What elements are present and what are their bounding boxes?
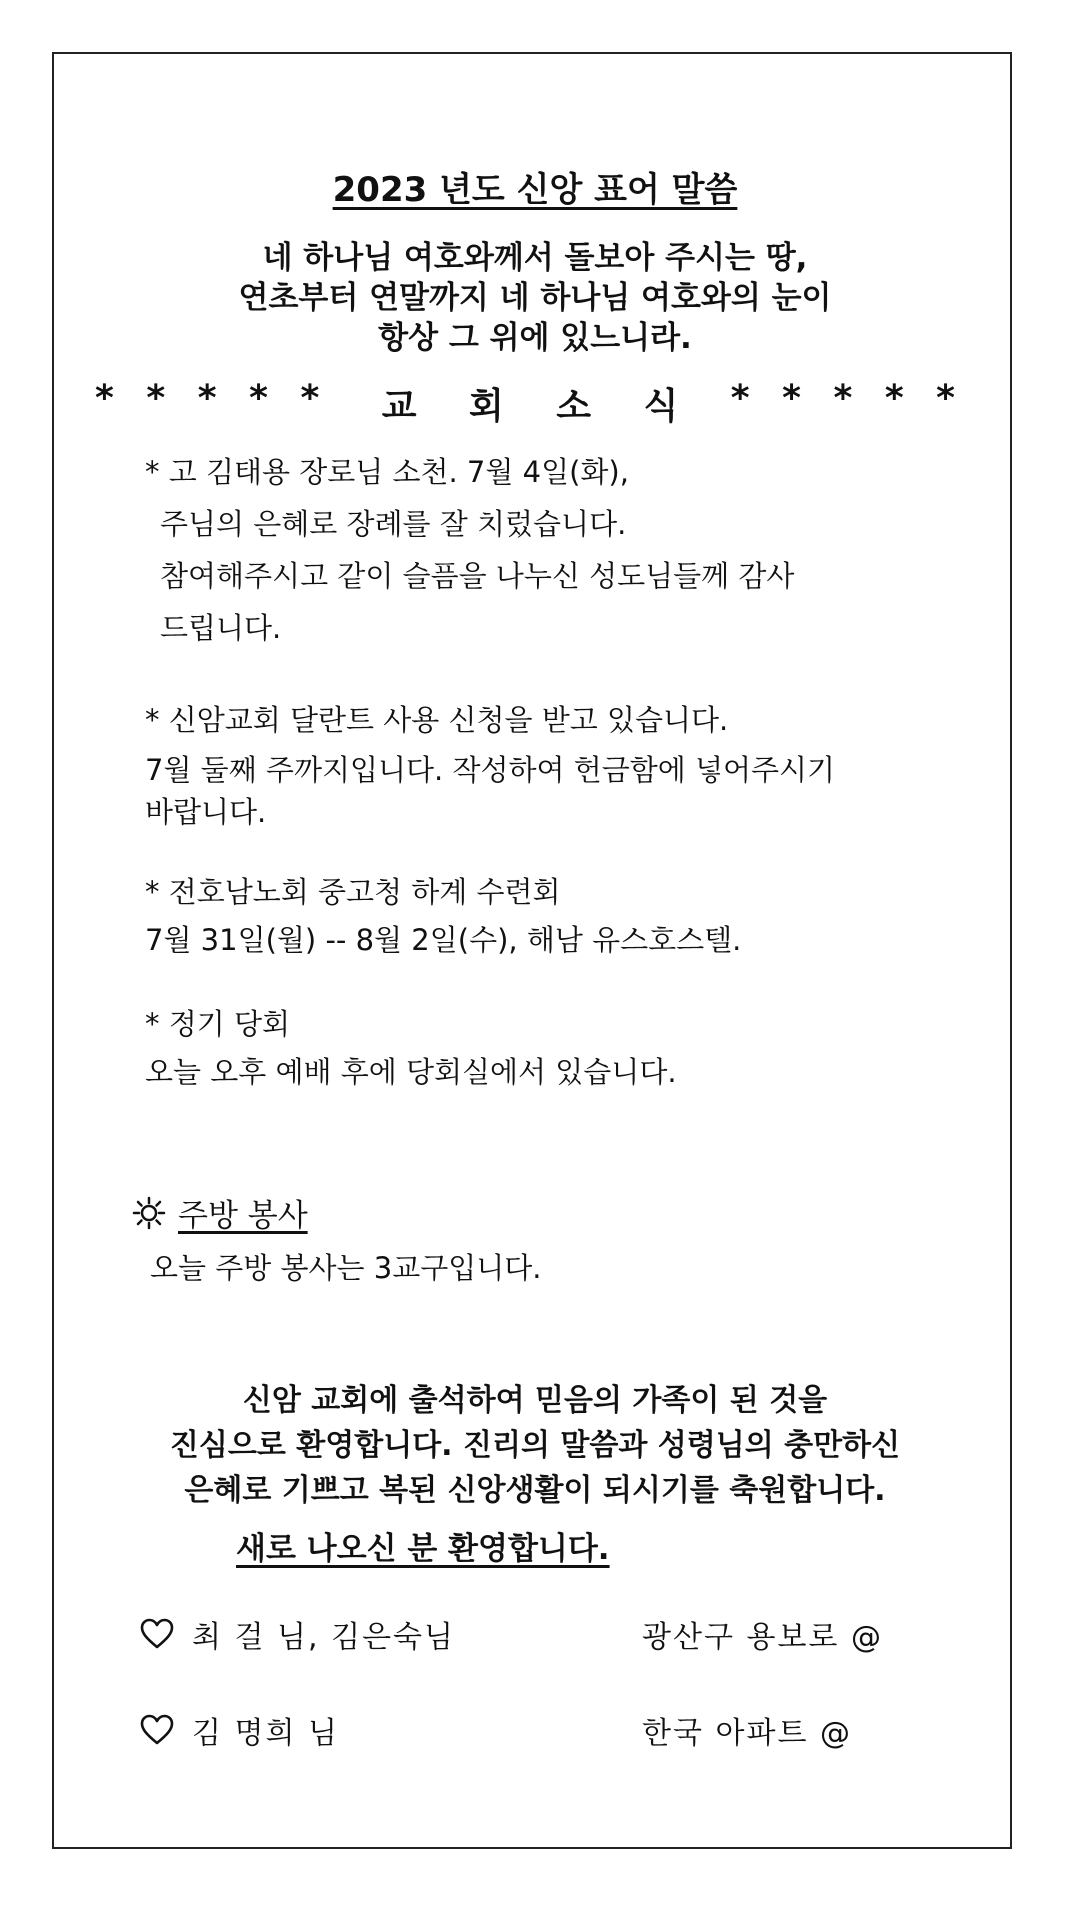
sun-icon [132,1196,166,1230]
newcomer-title: 새로 나오신 분 환영합니다. [236,1531,610,1567]
announcement-4-line-1: * 정기 당회 [145,1007,290,1041]
welcome-line-2: 진심으로 환영합니다. 진리의 말씀과 성령님의 충만하신 [169,1428,901,1463]
heart-icon [140,1618,174,1650]
news-header-char-1: 교 [381,386,417,427]
motto-line-3: 항상 그 위에 있느니라. [378,320,692,356]
news-stars-left: * * * * * [95,378,330,419]
announcement-1-line-2: 주님의 은혜로 장례를 잘 치렀습니다. [160,507,627,541]
newcomer-row-2 [140,1708,930,1752]
news-header-char-2: 회 [468,386,504,427]
kitchen-section-title [132,1190,308,1235]
kitchen-title-label: 주방 봉사 [178,1198,308,1234]
announcement-2-line-3: 바랍니다. [145,795,267,829]
announcement-3-line-2: 7월 31일(월) -- 8월 2일(수), 해남 유스호스텔. [145,923,742,957]
announcement-2-line-2: 7월 둘째 주까지입니다. 작성하여 헌금함에 넣어주시기 [145,753,836,787]
announcement-4-line-2: 오늘 오후 예배 후에 당회실에서 있습니다. [145,1055,677,1089]
newcomer-row-1 [140,1612,930,1656]
motto-line-2: 연초부터 연말까지 네 하나님 여호와의 눈이 [238,280,832,316]
announcement-2-line-1: * 신암교회 달란트 사용 신청을 받고 있습니다. [145,703,729,737]
announcement-1-line-4: 드립니다. [160,611,282,645]
announcement-1-line-1: * 고 김태용 장로님 소천. 7월 4일(화), [145,455,629,489]
newcomer-name: 김 명희 님 [192,1716,339,1751]
welcome-line-3: 은혜로 기쁘고 복된 신앙생활이 되시기를 축원합니다. [184,1473,886,1508]
newcomer-address: 광산구 용보로 @ [642,1620,883,1655]
news-header-char-3: 소 [556,386,592,427]
news-header-char-4: 식 [643,386,679,427]
motto-title: 2023 년도 신앙 표어 말씀 [332,170,738,210]
newcomer-address: 한국 아파트 @ [642,1716,852,1751]
motto-line-1: 네 하나님 여호와께서 돌보아 주시는 땅, [262,240,808,276]
newcomer-name: 최 걸 님, 김은숙님 [192,1620,456,1655]
announcement-1-line-3: 참여해주시고 같이 슬픔을 나누신 성도님들께 감사 [160,559,795,593]
heart-icon [140,1714,174,1746]
welcome-line-1: 신암 교회에 출석하여 믿음의 가족이 된 것을 [242,1383,828,1418]
announcement-3-line-1: * 전호남노회 중고청 하계 수련회 [145,875,561,909]
kitchen-text: 오늘 주방 봉사는 3교구입니다. [150,1251,542,1285]
news-stars-right: * * * * * [730,378,965,419]
news-header [95,378,965,429]
